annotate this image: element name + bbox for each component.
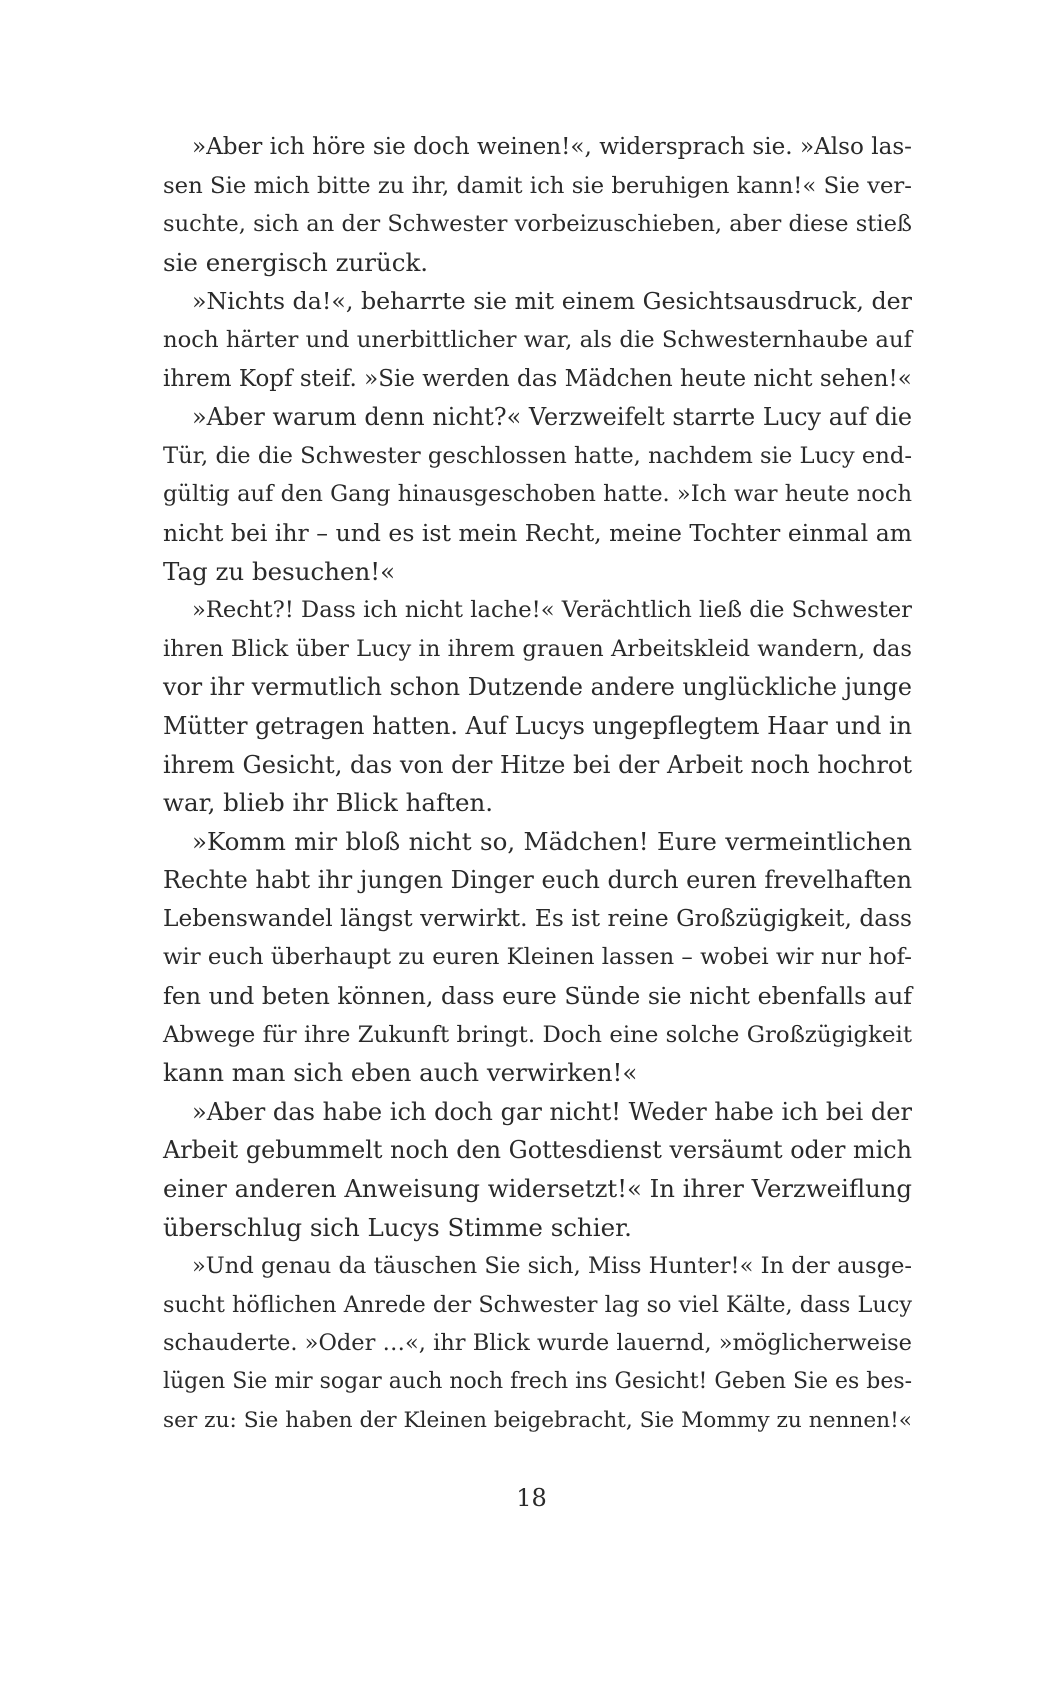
text-line: nicht bei ihr – und es ist mein Recht, meine Tochter einmal am — [163, 518, 912, 547]
text-line: lügen Sie mir sogar auch noch frech ins Gesicht! Geben Sie es bes- — [163, 1369, 912, 1394]
text-line: vor ihr vermutlich schon Dutzende andere unglückliche junge — [163, 673, 912, 702]
text-line: ihrem Kopf steif. »Sie werden das Mädchen heute nicht sehen!« — [163, 365, 912, 392]
text-line: Abwege für ihre Zukunft bringt. Doch eine solche Großzügigkeit — [163, 1021, 912, 1048]
text-line: »Nichts da!«, beharrte sie mit einem Gesichtsausdruck, der — [192, 287, 912, 316]
text-line: noch härter und unerbittlicher war, als die Schwesternhaube auf — [163, 326, 912, 353]
text-line: suchte, sich an der Schwester vorbeizuschieben, aber diese stieß — [163, 211, 912, 238]
text-line: überschlug sich Lucys Stimme schier. — [163, 1212, 632, 1242]
text-line: ihren Blick über Lucy in ihrem grauen Arbeitskleid wandern, das — [163, 635, 912, 662]
text-line: ser zu: Sie haben der Kleinen beigebracht, Sie Mommy zu nennen!« — [163, 1407, 912, 1433]
text-line: gültig auf den Gang hinausgeschoben hatte. »Ich war heute noch — [163, 481, 912, 508]
body-text — [163, 128, 912, 1440]
page-number: 18 — [516, 1484, 547, 1512]
text-line: sie energisch zurück. — [163, 247, 429, 277]
text-line: »Recht?! Dass ich nicht lache!« Verächtlich ließ die Schwester — [192, 597, 912, 624]
text-line: »Und genau da täuschen Sie sich, Miss Hunter!« In der ausge- — [192, 1253, 912, 1280]
text-line: »Aber ich höre sie doch weinen!«, widersprach sie. »Also las- — [192, 134, 912, 160]
text-line: Lebenswandel längst verwirkt. Es ist reine Großzügigkeit, dass — [163, 904, 912, 932]
text-line: »Aber warum denn nicht?« Verzweifelt starrte Lucy auf die — [192, 403, 912, 432]
text-line: schauderte. »Oder …«, ihr Blick wurde lauernd, »möglicherweise — [163, 1330, 912, 1357]
text-line: Arbeit gebummelt noch den Gottesdienst versäumt oder mich — [163, 1136, 912, 1165]
text-line: einer anderen Anweisung widersetzt!« In ihrer Verzweiflung — [163, 1174, 912, 1204]
text-line: »Komm mir bloß nicht so, Mädchen! Eure vermeintlichen — [192, 826, 912, 856]
text-line: wir euch überhaupt zu euren Kleinen lassen – wobei wir nur hof- — [163, 944, 912, 971]
text-line: war, blieb ihr Blick haften. — [163, 788, 494, 818]
text-line: Tür, die die Schwester geschlossen hatte, nachdem sie Lucy end- — [163, 442, 912, 469]
text-line: sucht höflichen Anrede der Schwester lag so viel Kälte, dass Lucy — [163, 1291, 912, 1318]
text-line: fen und beten können, dass eure Sünde sie nicht ebenfalls auf — [163, 982, 912, 1011]
text-line: kann man sich eben auch verwirken!« — [163, 1058, 638, 1088]
text-line: »Aber das habe ich doch gar nicht! Weder habe ich bei der — [192, 1097, 912, 1126]
text-line: ihrem Gesicht, das von der Hitze bei der Arbeit noch hochrot — [163, 750, 912, 779]
text-line: Mütter getragen hatten. Auf Lucys ungepflegtem Haar und in — [163, 711, 912, 740]
text-line: sen Sie mich bitte zu ihr, damit ich sie beruhigen kann!« Sie ver- — [163, 172, 912, 199]
text-line: Tag zu besuchen!« — [163, 556, 396, 586]
text-line: Rechte habt ihr jungen Dinger euch durch euren frevelhaften — [163, 866, 912, 895]
